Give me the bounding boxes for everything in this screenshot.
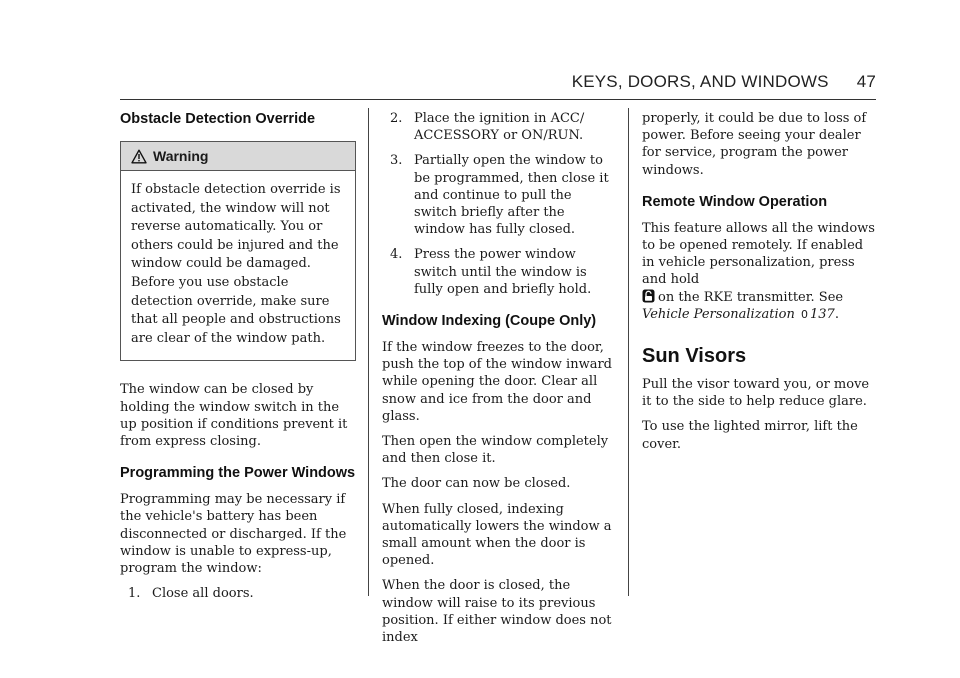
warning-text: If obstacle detection override is activated, the window will not reverse automatically. You or others could be injured and the window could be damaged. Before you use obstacle detection override, make sure that all people and obstructions are clear of the window path.: [131, 182, 341, 346]
list-item: [382, 110, 614, 144]
paragraph: The door can now be closed.: [382, 476, 571, 492]
column-1: [120, 110, 356, 610]
step-text: Close all doors.: [152, 586, 254, 602]
paragraph: Programming may be necessary if the vehicle's battery has been disconnected or discharged. If the window is unable to express-up, program the window:: [120, 492, 347, 576]
paragraph: properly, it could be due to loss of power. Before seeing your dealer for service, program the power windows.: [642, 111, 867, 178]
heading-programming-power-windows: Programming the Power Windows: [120, 465, 356, 482]
heading-sun-visors: Sun Visors: [642, 345, 747, 368]
steps-list-continued: [382, 110, 614, 298]
running-header: [560, 72, 876, 92]
column-divider-1: [368, 108, 369, 596]
paragraph: Then open the window completely and then close it.: [382, 434, 609, 467]
cross-reference-link[interactable]: Vehicle Personalization: [642, 306, 795, 322]
text: on the RKE transmitter. See: [658, 289, 844, 305]
list-item: [120, 585, 356, 602]
paragraph: The window can be closed by holding the window switch in the up position if conditions prevent it from express closing.: [120, 382, 348, 449]
paragraph: If the window freezes to the door, push the top of the window inward while opening the door. Clear all snow and ice from the door and glass.: [382, 340, 613, 424]
text: This feature allows all the windows to be opened remotely. If enabled in vehicle personalization, press and hold: [642, 220, 875, 288]
heading-window-indexing: Window Indexing (Coupe Only): [382, 313, 597, 330]
list-item: [382, 152, 614, 238]
step-number: 3.: [390, 153, 403, 169]
step-number: 1.: [128, 586, 141, 602]
step-text: Partially open the window to be programmed, then close it and continue to pull the switch briefly after the window has fully closed.: [414, 153, 609, 238]
page-reference[interactable]: 137: [810, 306, 835, 322]
paragraph-remote-window: [642, 220, 876, 323]
section-title: KEYS, DOORS, AND WINDOWS: [571, 72, 829, 91]
step-text: Place the ignition in ACC/ ACCESSORY or ON/RUN.: [414, 111, 585, 144]
unlock-icon: [642, 289, 655, 303]
warning-box: [120, 141, 356, 361]
heading-remote-window-operation: Remote Window Operation: [642, 193, 828, 210]
paragraph: To use the lighted mirror, lift the cover.: [642, 419, 858, 452]
step-number: 4.: [390, 247, 403, 263]
step-text: Press the power window switch until the window is fully open and briefly hold.: [414, 247, 592, 297]
column-2: [382, 110, 614, 654]
column-divider-2: [628, 108, 629, 596]
column-3: [642, 110, 876, 461]
list-item: [382, 246, 614, 298]
steps-list: [120, 585, 356, 602]
text: .: [834, 306, 839, 322]
header-rule: [120, 99, 876, 100]
paragraph: Pull the visor toward you, or move it to the side to help reduce glare.: [642, 377, 870, 410]
warning-header: [121, 142, 355, 171]
paragraph: When fully closed, indexing automatically lowers the window a small amount when the door is opened.: [382, 501, 612, 569]
heading-obstacle-detection-override: Obstacle Detection Override: [120, 111, 316, 127]
step-number: 2.: [390, 111, 403, 126]
page-number: 47: [856, 72, 876, 91]
warning-title: Warning: [153, 148, 209, 164]
page-reference-icon: 0: [801, 307, 809, 321]
warning-triangle-icon: [131, 149, 147, 164]
paragraph: When the door is closed, the window will raise to its previous position. If either window does not index: [382, 578, 612, 646]
